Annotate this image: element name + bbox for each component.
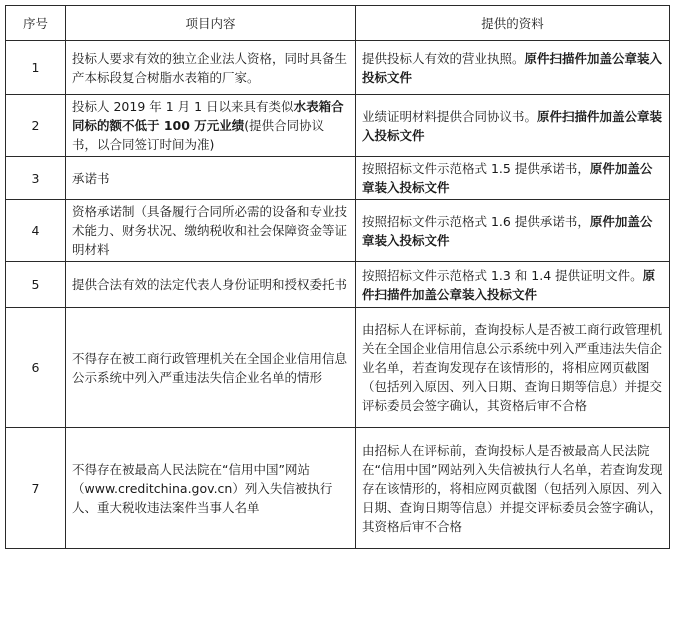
row-provided-materials xyxy=(356,200,670,262)
row-provided-materials xyxy=(356,428,670,549)
row-provided-materials xyxy=(356,41,670,95)
text-segment: 由招标人在评标前，查询投标人是否被工商行政管理机关在全国企业信用信息公示系统中列入严重违法失信企业名单，若查询发现存在该情形的，将相应网页截图（包括列入原因、列入日期、查询日期等信息）并提交评标委员会签字确认，其资格后审不合格 xyxy=(362,322,663,413)
text-segment: 提供投标人有效的营业执照。 xyxy=(362,50,525,66)
text-segment: 业绩证明材料提供合同协议书。 xyxy=(362,108,538,124)
table-header-row xyxy=(6,6,670,41)
row-provided-materials xyxy=(356,308,670,428)
row-serial-no: 5 xyxy=(6,262,66,308)
text-segment: 资格承诺制（具备履行合同所必需的设备和专业技术能力、财务状况、缴纳税收和社会保障资金等证明材料 xyxy=(72,204,348,257)
row-provided-materials xyxy=(356,157,670,200)
table-row xyxy=(6,41,670,95)
bold-text-segment: 水表箱合同标的额不低于 100 万元业绩 xyxy=(72,99,344,133)
table-row xyxy=(6,157,670,200)
row-serial-no: 3 xyxy=(6,157,66,200)
row-item-content xyxy=(66,41,356,95)
row-provided-materials xyxy=(356,95,670,157)
bold-text-segment: 原件加盖公章装入投标文件 xyxy=(362,213,653,248)
bold-text-segment: 原件扫描件加盖公章装入投标文件 xyxy=(362,108,663,143)
row-item-content xyxy=(66,200,356,262)
qualification-table xyxy=(5,5,670,549)
header-item-content: 项目内容 xyxy=(66,6,356,41)
bold-text-segment: 原件加盖公章装入投标文件 xyxy=(362,161,653,195)
row-serial-no: 1 xyxy=(6,41,66,95)
text-segment: 按照招标文件示范格式 1.3 和 1.4 提供证明文件。 xyxy=(362,267,643,283)
row-serial-no: 4 xyxy=(6,200,66,262)
text-segment: 承诺书 xyxy=(72,170,110,186)
table-row xyxy=(6,95,670,157)
table-row xyxy=(6,308,670,428)
text-segment: (提供合同协议书，以合同签订时间为准) xyxy=(72,118,325,152)
table-row xyxy=(6,200,670,262)
row-item-content xyxy=(66,262,356,308)
row-item-content xyxy=(66,157,356,200)
table-row xyxy=(6,428,670,549)
row-item-content xyxy=(66,95,356,157)
row-item-content xyxy=(66,308,356,428)
text-segment: 由招标人在评标前，查询投标人是否被最高人民法院在“信用中国”网站列入失信被执行人名单，若查询发现存在该情形的，将相应网页截图（包括列入原因、列入日期、查询日期等信息）并提交评标委员会签字确认，其资格后审不合格 xyxy=(362,442,663,534)
text-segment: 投标人要求有效的独立企业法人资格，同时具备生产本标段复合树脂水表箱的厂家。 xyxy=(72,50,348,85)
text-segment: 不得存在被工商行政管理机关在全国企业信用信息公示系统中列入严重违法失信企业名单的情形 xyxy=(72,350,348,385)
bold-text-segment: 原件扫描件加盖公章装入投标文件 xyxy=(362,267,656,302)
bold-text-segment: 原件扫描件加盖公章装入投标文件 xyxy=(362,50,663,85)
text-segment: 不得存在被最高人民法院在“信用中国”网站（www.creditchina.gov.cn）列入失信被执行人、重大税收违法案件当事人名单 xyxy=(72,461,333,515)
row-item-content xyxy=(66,428,356,549)
row-provided-materials xyxy=(356,262,670,308)
header-serial-no: 序号 xyxy=(6,6,66,41)
row-serial-no: 2 xyxy=(6,95,66,157)
text-segment: 投标人 2019 年 1 月 1 日以来具有类似 xyxy=(72,99,294,114)
row-serial-no: 6 xyxy=(6,308,66,428)
table-row xyxy=(6,262,670,308)
text-segment: 按照招标文件示范格式 1.6 提供承诺书， xyxy=(362,213,590,229)
row-serial-no: 7 xyxy=(6,428,66,549)
text-segment: 提供合法有效的法定代表人身份证明和授权委托书 xyxy=(72,277,348,292)
header-provided-materials: 提供的资料 xyxy=(356,6,670,41)
text-segment: 按照招标文件示范格式 1.5 提供承诺书， xyxy=(362,161,590,176)
